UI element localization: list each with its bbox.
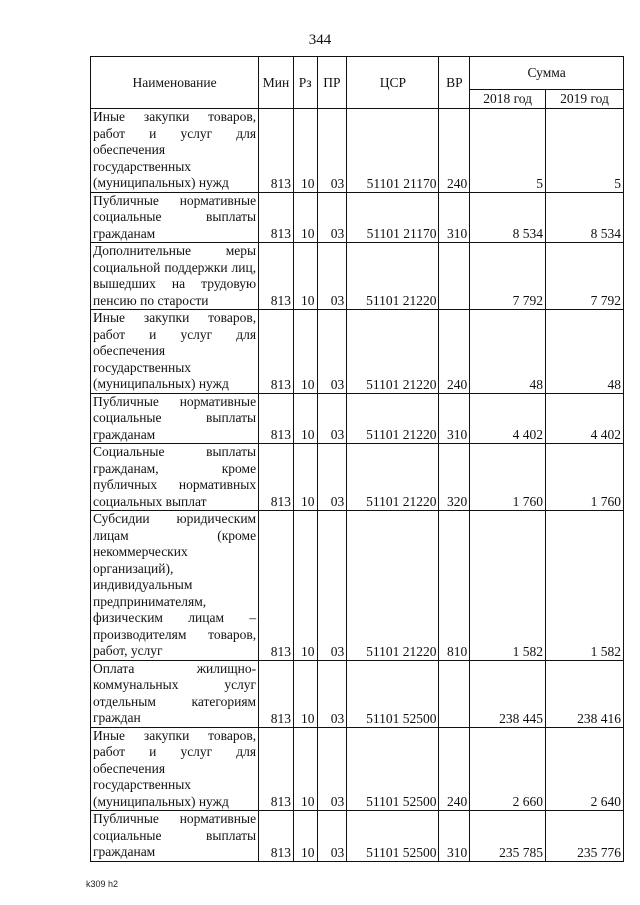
row-name: Субсидии юридическим лицам (кроме некоммерческих организаций), индивидуальным предпринимателям, физическим лицам – производителям товаров, работ, услуг [91,511,259,661]
row-sum-2018: 235 785 [470,811,546,862]
row-rz: 10 [293,310,317,394]
row-pr: 03 [317,109,347,193]
row-vr: 240 [439,109,470,193]
row-min: 813 [259,811,294,862]
row-sum-2018: 8 534 [470,192,546,243]
row-sum-2018: 4 402 [470,393,546,444]
row-name: Иные закупки товаров, работ и услуг для обеспечения государственных (муниципальных) нужд [91,310,259,394]
row-min: 813 [259,727,294,811]
row-pr: 03 [317,444,347,511]
row-min: 813 [259,192,294,243]
row-min: 813 [259,444,294,511]
row-sum-2019: 1 582 [546,511,624,661]
header-csr: ЦСР [347,57,439,109]
row-sum-2018: 5 [470,109,546,193]
row-csr: 51101 52500 [347,811,439,862]
row-name: Иные закупки товаров, работ и услуг для обеспечения государственных (муниципальных) нужд [91,109,259,193]
row-sum-2019: 5 [546,109,624,193]
header-pr: ПР [317,57,347,109]
row-rz: 10 [293,192,317,243]
row-vr: 310 [439,192,470,243]
row-sum-2019: 235 776 [546,811,624,862]
row-vr [439,243,470,310]
budget-table [90,56,624,862]
row-vr [439,660,470,727]
row-csr: 51101 21220 [347,243,439,310]
footer-code: k309 h2 [86,879,119,889]
row-rz: 10 [293,511,317,661]
row-vr: 810 [439,511,470,661]
row-pr: 03 [317,811,347,862]
table-row [91,444,624,511]
table-row [91,243,624,310]
row-csr: 51101 52500 [347,660,439,727]
table-row [91,393,624,444]
table-row [91,660,624,727]
row-name: Публичные нормативные социальные выплаты гражданам [91,192,259,243]
page-number: 344 [308,32,332,48]
table-row [91,310,624,394]
row-csr: 51101 52500 [347,727,439,811]
row-pr: 03 [317,511,347,661]
header-year-2018: 2018 год [470,90,546,109]
row-min: 813 [259,109,294,193]
row-name: Публичные нормативные социальные выплаты гражданам [91,393,259,444]
row-rz: 10 [293,727,317,811]
row-sum-2018: 1 760 [470,444,546,511]
row-csr: 51101 21220 [347,310,439,394]
row-sum-2019: 2 640 [546,727,624,811]
row-rz: 10 [293,444,317,511]
row-pr: 03 [317,727,347,811]
row-name: Социальные выплаты гражданам, кроме публичных нормативных социальных выплат [91,444,259,511]
row-name: Оплата жилищно-коммунальных услуг отдельным категориям граждан [91,660,259,727]
row-vr: 310 [439,811,470,862]
row-sum-2018: 7 792 [470,243,546,310]
header-sum: Сумма [470,57,624,90]
row-rz: 10 [293,393,317,444]
header-rz: Рз [293,57,317,109]
row-csr: 51101 21170 [347,109,439,193]
row-min: 813 [259,511,294,661]
table-row [91,109,624,193]
table-row [91,811,624,862]
row-sum-2019: 238 416 [546,660,624,727]
table-row [91,511,624,661]
row-min: 813 [259,310,294,394]
table-header [91,57,624,109]
table-body [91,109,624,862]
row-pr: 03 [317,660,347,727]
row-csr: 51101 21220 [347,444,439,511]
row-sum-2019: 1 760 [546,444,624,511]
row-name: Публичные нормативные социальные выплаты гражданам [91,811,259,862]
row-rz: 10 [293,243,317,310]
row-pr: 03 [317,192,347,243]
row-min: 813 [259,243,294,310]
row-name: Иные закупки товаров, работ и услуг для обеспечения государственных (муниципальных) нужд [91,727,259,811]
row-pr: 03 [317,243,347,310]
row-csr: 51101 21220 [347,393,439,444]
row-sum-2018: 48 [470,310,546,394]
table-row [91,192,624,243]
row-csr: 51101 21220 [347,511,439,661]
row-vr: 310 [439,393,470,444]
row-vr: 240 [439,310,470,394]
row-rz: 10 [293,660,317,727]
row-rz: 10 [293,109,317,193]
row-vr: 320 [439,444,470,511]
row-sum-2019: 4 402 [546,393,624,444]
table-row [91,727,624,811]
header-min: Мин [259,57,294,109]
header-vr: ВР [439,57,470,109]
row-rz: 10 [293,811,317,862]
row-min: 813 [259,660,294,727]
header-name: Наименование [91,57,259,109]
row-sum-2018: 2 660 [470,727,546,811]
row-pr: 03 [317,310,347,394]
row-csr: 51101 21170 [347,192,439,243]
row-sum-2018: 238 445 [470,660,546,727]
row-sum-2018: 1 582 [470,511,546,661]
row-min: 813 [259,393,294,444]
row-pr: 03 [317,393,347,444]
row-sum-2019: 8 534 [546,192,624,243]
row-sum-2019: 48 [546,310,624,394]
row-vr: 240 [439,727,470,811]
header-year-2019: 2019 год [546,90,624,109]
row-sum-2019: 7 792 [546,243,624,310]
row-name: Дополнительные меры социальной поддержки лиц, вышедших на трудовую пенсию по старости [91,243,259,310]
